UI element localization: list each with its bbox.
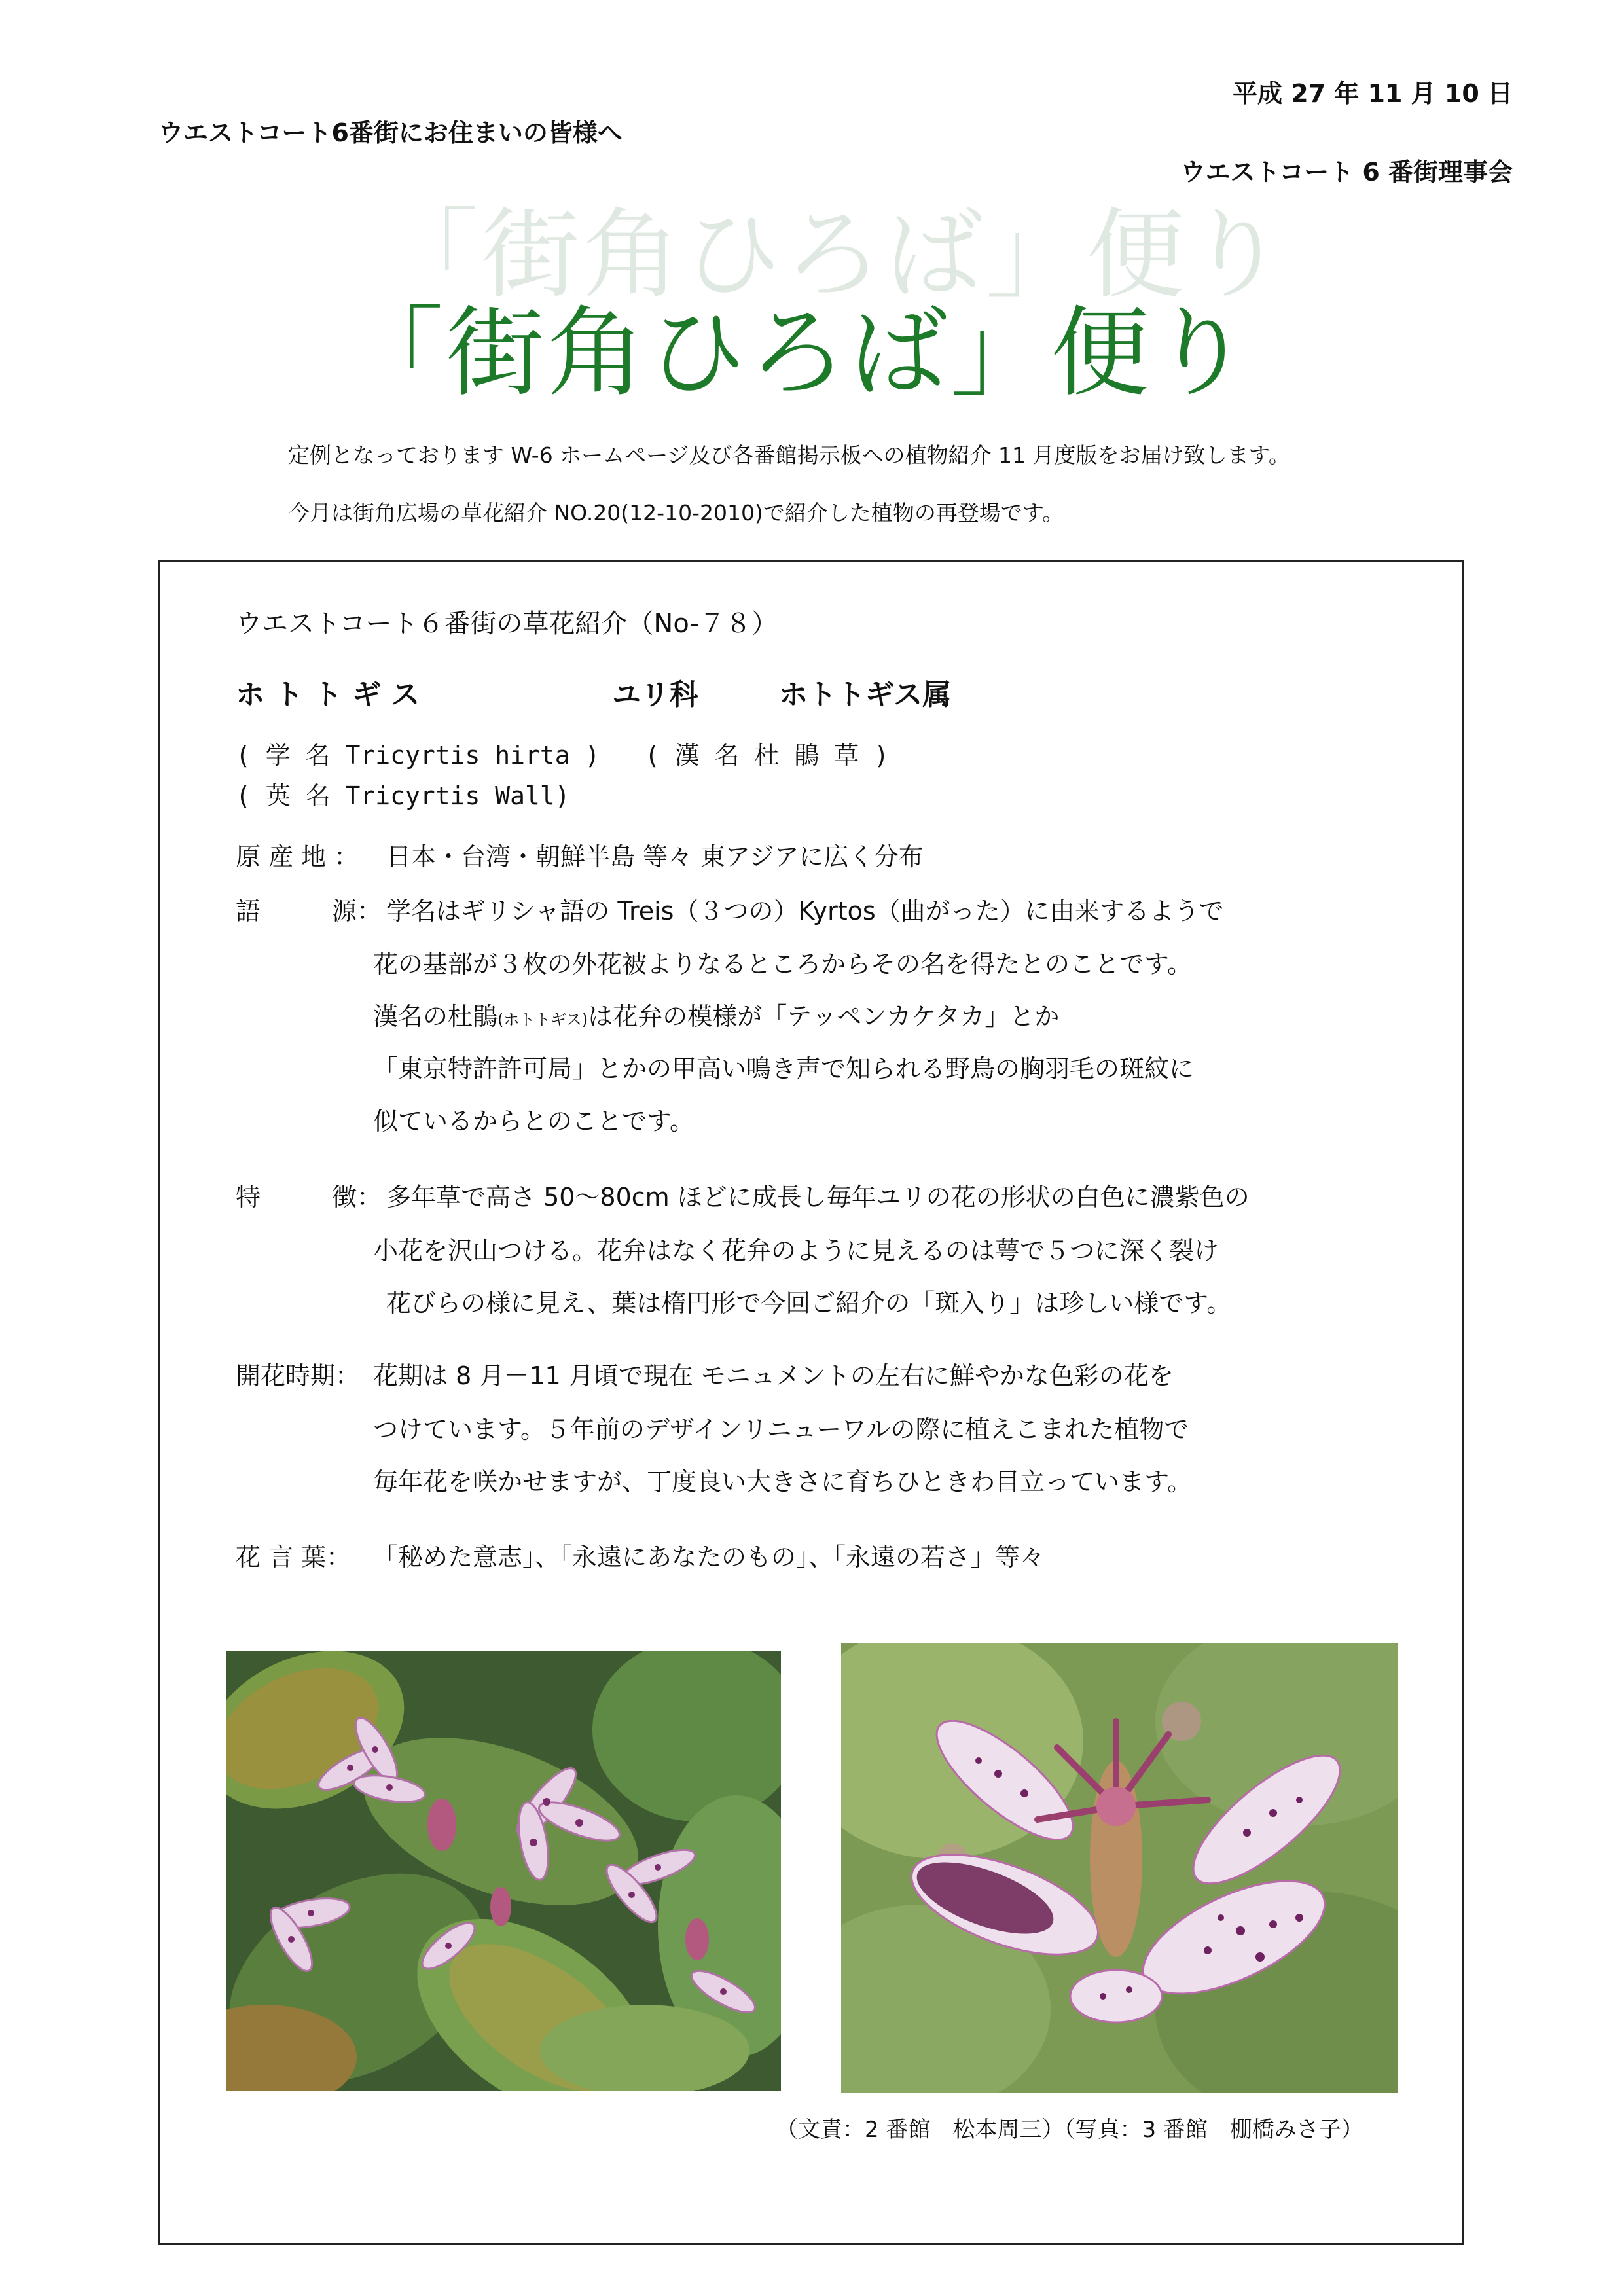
plant-info-box bbox=[158, 560, 1464, 2245]
photo-toad-lily-cluster bbox=[226, 1651, 781, 2091]
etymology-label-a: 語 bbox=[236, 897, 261, 925]
etymology-line-3b: は花弁の模様が「テッペンカケタカ」とか bbox=[588, 1002, 1060, 1031]
etymology-label-b: 源： bbox=[332, 897, 382, 925]
addressee: ウエストコート6番街にお住まいの皆様へ bbox=[158, 118, 623, 147]
plant-family: ユリ科 bbox=[612, 678, 698, 711]
origin-label: 原 産 地 ： bbox=[236, 842, 359, 871]
page-title: 「街角ひろば」便り bbox=[345, 296, 1253, 410]
origin-text: 日本・台湾・朝鮮半島 等々 東アジアに広く分布 bbox=[386, 842, 924, 871]
feature-line-1: 多年草で高さ 50～80cm ほどに成長し毎年ユリの花の形状の白色に濃紫色の bbox=[386, 1183, 1250, 1211]
plant-name: ホ ト ト ギ ス bbox=[236, 678, 420, 711]
photo-toad-lily-closeup bbox=[841, 1643, 1398, 2093]
etymology-line-1: 学名はギリシャ語の Treis（３つの）Kyrtos（曲がった）に由来するようで bbox=[386, 897, 1224, 925]
feature-line-3: 花びらの様に見え、葉は楕円形で今回ご紹介の「斑入り」は珍しい様です。 bbox=[386, 1289, 1232, 1318]
bloom-line-1: 花期は 8 月－11 月頃で現在 モニュメントの左右に鮮やかな色彩の花を bbox=[373, 1361, 1174, 1390]
etymology-line-4: 「東京特許許可局」とかの甲高い鳴き声で知られる野鳥の胸羽毛の斑紋に bbox=[373, 1054, 1195, 1083]
etymology-line-5: 似ているからとのことです。 bbox=[373, 1107, 695, 1136]
etymology-line-2: 花の基部が３枚の外花被よりなるところからその名を得たとのことです。 bbox=[373, 950, 1192, 978]
english-name: ( 英 名 Tricyrtis Wall) bbox=[236, 781, 570, 810]
plant-genus: ホトトギス属 bbox=[779, 678, 952, 711]
etymology-reading: (ホトトギス) bbox=[497, 1011, 588, 1029]
sender: ウエストコート 6 番街理事会 bbox=[1180, 158, 1513, 187]
kanji-name: ( 漢 名 杜 鵑 草 ) bbox=[645, 741, 890, 770]
intro-line-1: 定例となっております W-6 ホームページ及び各番館掲示板への植物紹介 11 月度版をお届け致します。 bbox=[288, 442, 1290, 468]
etymology-line-3a: 漢名の杜鵑 bbox=[373, 1002, 498, 1031]
flower-language-text: 「秘めた意志」、「永遠にあなたのもの」、「永遠の若さ」等々 bbox=[373, 1543, 1045, 1571]
feature-line-2: 小花を沢山つける。花弁はなく花弁のように見えるのは萼で５つに深く裂け bbox=[373, 1236, 1219, 1265]
feature-label-a: 特 bbox=[236, 1183, 261, 1211]
title-shadow: 「街角ひろば」便り bbox=[380, 198, 1288, 312]
bloom-line-2: つけています。５年前のデザインリニューワルの際に植えこまれた植物で bbox=[373, 1415, 1189, 1444]
issue-date: 平成 27 年 11 月 10 日 bbox=[1232, 79, 1513, 108]
feature-label-b: 徴： bbox=[332, 1183, 382, 1211]
scientific-name: ( 学 名 Tricyrtis hirta ) bbox=[236, 741, 600, 770]
credits: （文責：2 番館 松本周三）（写真：3 番館 棚橋みさ子） bbox=[776, 2117, 1363, 2143]
flower-language-label: 花 言 葉： bbox=[236, 1543, 352, 1571]
bloom-label: 開花時期： bbox=[236, 1361, 361, 1390]
intro-line-2: 今月は街角広場の草花紹介 NO.20(12-10-2010)で紹介した植物の再登場です。 bbox=[288, 500, 1064, 526]
etymology-line-3 bbox=[373, 996, 1059, 1032]
series-heading: ウエストコート６番街の草花紹介（No-７８） bbox=[236, 609, 778, 639]
bloom-line-3: 毎年花を咲かせますが、丁度良い大きさに育ちひときわ目立っています。 bbox=[373, 1467, 1192, 1496]
